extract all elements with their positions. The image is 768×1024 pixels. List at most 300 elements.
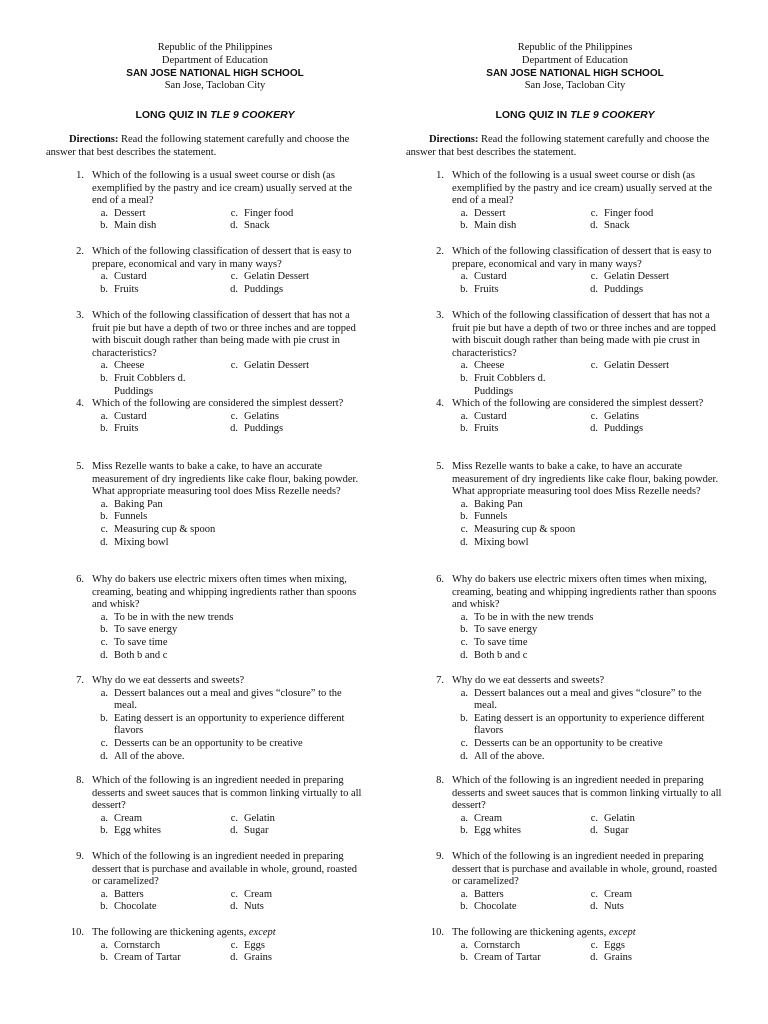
answer-option xyxy=(580,411,720,424)
option-text: To save time xyxy=(474,636,528,648)
option-text: To save energy xyxy=(474,624,538,636)
answer-options xyxy=(450,813,750,838)
option-text: To be in with the new trends xyxy=(474,611,594,623)
option-letter: d. xyxy=(230,220,238,232)
answer-option xyxy=(580,825,720,838)
question-text xyxy=(92,927,362,940)
header-address: San Jose, Tacloban City xyxy=(524,80,626,92)
question-text-body: Why do we eat desserts and sweets? xyxy=(452,675,605,686)
question-number: 2. xyxy=(436,246,444,257)
option-text: Mixing bowl xyxy=(114,536,169,548)
option-text: Batters xyxy=(114,888,144,900)
answer-option xyxy=(220,940,360,953)
answer-option xyxy=(220,360,360,373)
answer-options xyxy=(450,612,750,662)
question-item xyxy=(40,310,390,398)
answer-option xyxy=(580,423,720,436)
option-letter: c. xyxy=(100,636,108,648)
directions-label: Directions: xyxy=(429,134,479,145)
answer-option xyxy=(580,271,720,284)
option-letter: b. xyxy=(460,220,468,232)
answer-option xyxy=(450,423,580,436)
question-item xyxy=(40,398,390,436)
option-letter: d. xyxy=(590,825,598,837)
option-text: To save energy xyxy=(114,624,178,636)
question-text-body: Miss Rezelle wants to bake a cake, to have an accurate measurement of dry ingredients like cake flour, baking powder. What appropriate measuring tool does Miss Rezelle needs? xyxy=(92,461,359,498)
answer-option xyxy=(450,537,720,550)
option-letter: d. xyxy=(100,649,108,661)
option-text: Measuring cup & spoon xyxy=(114,523,216,535)
answer-option xyxy=(450,624,720,637)
answer-option xyxy=(90,423,220,436)
answer-option xyxy=(450,220,580,233)
question-item xyxy=(400,170,750,233)
option-text: All of the above. xyxy=(474,750,545,762)
header-school-name: SAN JOSE NATIONAL HIGH SCHOOL xyxy=(126,67,304,79)
answer-options xyxy=(450,889,750,914)
question-number: 4. xyxy=(76,398,84,409)
directions-text: Read the following statement carefully and choose the answer that best describes the statement. xyxy=(46,134,350,158)
question-text xyxy=(92,675,362,688)
option-text: Puddings xyxy=(604,283,644,295)
option-text: Eating dessert is an opportunity to experience different flavors xyxy=(474,712,705,737)
question-text xyxy=(452,246,722,271)
question-text xyxy=(92,310,362,360)
answer-option xyxy=(450,713,720,738)
question-item xyxy=(40,246,390,296)
question-item xyxy=(400,398,750,436)
option-text: Nuts xyxy=(244,901,264,913)
answer-option xyxy=(90,208,220,221)
answer-options xyxy=(90,411,390,436)
answer-options xyxy=(90,271,390,296)
option-text: Nuts xyxy=(604,901,624,913)
answer-option xyxy=(90,220,220,233)
directions xyxy=(406,134,736,159)
answer-option xyxy=(220,284,360,297)
option-text: Chocolate xyxy=(114,901,157,913)
option-text: Cheese xyxy=(474,360,505,372)
answer-option xyxy=(220,952,360,965)
question-text-body: Which of the following are considered the simplest dessert? xyxy=(452,398,704,409)
answer-option xyxy=(450,688,720,713)
option-text: Gelatin xyxy=(604,812,635,824)
question-number: 10. xyxy=(430,927,444,938)
header-republic: Republic of the Philippines xyxy=(157,42,273,53)
option-text: Puddings xyxy=(604,423,644,435)
option-text: Finger food xyxy=(604,207,654,219)
answer-option xyxy=(450,901,580,914)
question-number: 1. xyxy=(436,170,444,181)
option-text: Fruits xyxy=(474,423,499,435)
option-text: Gelatin Dessert xyxy=(604,271,670,283)
question-number: 6. xyxy=(436,574,444,585)
answer-option xyxy=(90,624,360,637)
quiz-title xyxy=(400,109,750,121)
option-text: Cream xyxy=(114,812,142,824)
answer-option xyxy=(90,284,220,297)
question-item xyxy=(40,775,390,838)
question-number: 3. xyxy=(76,310,84,321)
option-text: Custard xyxy=(474,271,507,283)
answer-option xyxy=(450,360,580,373)
answer-option xyxy=(90,360,220,373)
answer-option xyxy=(450,637,720,650)
option-letter: d. xyxy=(230,952,238,964)
option-letter: a. xyxy=(460,687,468,699)
option-text: All of the above. xyxy=(114,750,185,762)
question-text xyxy=(452,851,722,889)
option-letter: c. xyxy=(460,737,468,749)
answer-option xyxy=(220,423,360,436)
option-text: Dessert balances out a meal and gives “closure” to the meal. xyxy=(114,687,342,712)
option-letter: c. xyxy=(590,939,598,951)
quiz-title-subject: TLE 9 COOKERY xyxy=(210,109,295,121)
answer-option xyxy=(220,373,360,398)
option-letter: b. xyxy=(460,423,468,435)
option-letter: a. xyxy=(100,410,108,422)
option-text: Cheese xyxy=(114,360,145,372)
option-text: Funnels xyxy=(114,511,148,523)
question-text-emphasis: except xyxy=(248,927,276,938)
option-letter: c. xyxy=(230,812,238,824)
option-letter: a. xyxy=(460,360,468,372)
answer-option xyxy=(90,813,220,826)
option-text: Batters xyxy=(474,888,504,900)
option-text: Cream xyxy=(604,888,632,900)
option-letter: a. xyxy=(100,939,108,951)
question-text xyxy=(452,310,722,360)
option-text: Fruits xyxy=(474,283,499,295)
answer-options xyxy=(450,271,750,296)
option-text: Funnels xyxy=(474,511,508,523)
answer-option xyxy=(450,271,580,284)
option-letter: d. xyxy=(230,423,238,435)
answer-option xyxy=(90,688,360,713)
answer-option xyxy=(580,940,720,953)
answer-option xyxy=(90,499,360,512)
answer-option xyxy=(450,612,720,625)
question-text xyxy=(92,775,362,813)
question-item xyxy=(400,675,750,763)
option-letter: c. xyxy=(590,812,598,824)
option-text: Cornstarch xyxy=(474,939,521,951)
option-letter: a. xyxy=(460,611,468,623)
directions-text: Read the following statement carefully and choose the answer that best describes the statement. xyxy=(406,134,710,158)
option-text: Finger food xyxy=(244,207,294,219)
option-letter: c. xyxy=(230,207,238,219)
question-number: 4. xyxy=(436,398,444,409)
answer-option xyxy=(580,901,720,914)
option-letter: c. xyxy=(230,271,238,283)
question-text-body: Why do we eat desserts and sweets? xyxy=(92,675,245,686)
answer-options xyxy=(90,612,390,662)
option-letter xyxy=(580,373,604,398)
option-text: Eggs xyxy=(604,939,625,951)
option-text: Egg whites xyxy=(474,825,521,837)
option-text: Custard xyxy=(114,410,147,422)
option-text: Snack xyxy=(244,220,270,232)
question-number: 8. xyxy=(76,775,84,786)
option-letter: d. xyxy=(100,750,108,762)
answer-options xyxy=(450,940,750,965)
option-letter: a. xyxy=(460,207,468,219)
option-letter: a. xyxy=(460,812,468,824)
question-item xyxy=(40,170,390,233)
answer-option xyxy=(450,825,580,838)
answer-option xyxy=(580,284,720,297)
answer-option xyxy=(450,940,580,953)
option-letter: b. xyxy=(100,952,108,964)
answer-option xyxy=(90,889,220,902)
question-text xyxy=(452,574,722,612)
question-item xyxy=(400,310,750,398)
option-letter: a. xyxy=(100,888,108,900)
option-text: Measuring cup & spoon xyxy=(474,523,576,535)
answer-options xyxy=(90,208,390,233)
answer-options xyxy=(90,813,390,838)
option-letter: d. xyxy=(100,536,108,548)
question-number: 5. xyxy=(76,461,84,472)
option-letter: a. xyxy=(460,271,468,283)
option-letter: a. xyxy=(100,207,108,219)
option-letter: b. xyxy=(460,511,468,523)
question-text-body: The following are thickening agents, xyxy=(92,927,249,938)
option-letter: a. xyxy=(100,271,108,283)
quiz-title-subject: TLE 9 COOKERY xyxy=(570,109,655,121)
option-text: Main dish xyxy=(474,220,517,232)
answer-options xyxy=(450,360,750,398)
answer-options xyxy=(450,499,750,549)
question-text-body: Which of the following are considered the simplest dessert? xyxy=(92,398,344,409)
option-letter: b. xyxy=(460,825,468,837)
answer-options xyxy=(90,360,390,398)
question-text-emphasis: except xyxy=(608,927,636,938)
option-letter: b. xyxy=(100,901,108,913)
option-text: Puddings xyxy=(244,283,284,295)
option-letter: d. xyxy=(590,220,598,232)
option-text: Cream xyxy=(244,888,272,900)
answer-option xyxy=(220,889,360,902)
answer-option xyxy=(450,952,580,965)
header-department: Department of Education xyxy=(521,54,629,66)
answer-option xyxy=(90,637,360,650)
option-text: Desserts can be an opportunity to be creative xyxy=(474,737,663,749)
answer-options xyxy=(450,208,750,233)
option-text: Eggs xyxy=(244,939,265,951)
answer-option xyxy=(450,208,580,221)
option-letter: d. xyxy=(590,283,598,295)
answer-option xyxy=(580,360,720,373)
question-item xyxy=(400,461,750,549)
question-text-body: Which of the following is a usual sweet course or dish (as exemplified by the pastry and ice cream) usually served at the end of a meal? xyxy=(92,170,353,207)
option-text: Snack xyxy=(604,220,630,232)
option-text: Gelatin Dessert xyxy=(244,360,310,372)
option-text: Eating dessert is an opportunity to experience different flavors xyxy=(114,712,345,737)
option-text: Gelatin Dessert xyxy=(244,271,310,283)
question-text-body: Which of the following is a usual sweet course or dish (as exemplified by the pastry and ice cream) usually served at the end of a meal? xyxy=(452,170,713,207)
question-item xyxy=(40,461,390,549)
option-text: Main dish xyxy=(114,220,157,232)
question-item xyxy=(400,246,750,296)
answer-option xyxy=(220,411,360,424)
header-republic: Republic of the Philippines xyxy=(517,42,633,53)
answer-option xyxy=(450,524,720,537)
question-text xyxy=(452,775,722,813)
option-text: Gelatin Dessert xyxy=(604,360,670,372)
question-number: 9. xyxy=(436,851,444,862)
answer-option xyxy=(90,537,360,550)
option-letter: b. xyxy=(460,712,468,724)
answer-options xyxy=(90,688,390,764)
answer-option xyxy=(220,220,360,233)
option-text: Cream of Tartar xyxy=(474,952,541,964)
option-letter: d. xyxy=(230,825,238,837)
option-letter: c. xyxy=(590,410,598,422)
question-number: 6. xyxy=(76,574,84,585)
option-letter: a. xyxy=(460,888,468,900)
option-letter: b. xyxy=(100,423,108,435)
option-letter: c. xyxy=(230,410,238,422)
option-text: Gelatins xyxy=(244,410,279,422)
option-text: Fruits xyxy=(114,423,139,435)
answer-option xyxy=(580,208,720,221)
question-item xyxy=(400,851,750,914)
option-letter: a. xyxy=(100,687,108,699)
answer-option xyxy=(220,271,360,284)
option-text: Gelatin xyxy=(244,812,275,824)
question-text xyxy=(92,246,362,271)
answer-option xyxy=(220,813,360,826)
option-letter: b. xyxy=(100,624,108,636)
answer-option xyxy=(90,373,220,398)
question-text-body: Which of the following is an ingredient needed in preparing dessert that is purchase and available in whole, ground, roasted or caramelized? xyxy=(452,851,718,888)
header-address: San Jose, Tacloban City xyxy=(164,80,266,92)
option-text: Mixing bowl xyxy=(474,536,529,548)
option-letter: a. xyxy=(100,498,108,510)
question-number: 7. xyxy=(436,675,444,686)
question-text-body: Why do bakers use electric mixers often times when mixing, creaming, beating and whipping ingredients rather than spoons and whisk? xyxy=(452,574,717,611)
option-text: Custard xyxy=(474,410,507,422)
option-text: Egg whites xyxy=(114,825,161,837)
answer-option xyxy=(450,650,720,663)
option-letter: d. xyxy=(590,952,598,964)
option-text: To save time xyxy=(114,636,168,648)
answer-option xyxy=(450,738,720,751)
question-text xyxy=(92,851,362,889)
option-letter: c. xyxy=(460,523,468,535)
option-letter: c. xyxy=(230,888,238,900)
question-text xyxy=(92,170,362,208)
question-text xyxy=(92,461,362,499)
question-text-body: Which of the following classification of dessert that is easy to prepare, economical and vary in many ways? xyxy=(92,246,352,270)
option-text: Both b and c xyxy=(114,649,168,661)
answer-option xyxy=(90,952,220,965)
question-text xyxy=(452,461,722,499)
question-number: 5. xyxy=(436,461,444,472)
answer-option xyxy=(220,208,360,221)
option-letter: c. xyxy=(100,523,108,535)
option-text: Cornstarch xyxy=(114,939,161,951)
option-text xyxy=(604,373,720,398)
option-text: Dessert xyxy=(474,207,506,219)
answer-option xyxy=(90,411,220,424)
question-item xyxy=(400,574,750,662)
question-item xyxy=(40,927,390,965)
option-letter: d. xyxy=(460,649,468,661)
answer-option xyxy=(450,499,720,512)
question-number: 10. xyxy=(70,927,84,938)
question-text-body: Which of the following classification of dessert that has not a fruit pie but have a depth of two or three inches and are topped with biscuit dough rather than being made with pie crust in characteristics? xyxy=(92,310,356,359)
question-text xyxy=(92,398,362,411)
option-text: Dessert xyxy=(114,207,146,219)
option-text: Puddings xyxy=(244,423,284,435)
answer-option xyxy=(580,220,720,233)
quiz-title xyxy=(40,109,390,121)
option-letter: b. xyxy=(100,283,108,295)
option-text: Sugar xyxy=(604,825,629,837)
option-text: Grains xyxy=(244,952,272,964)
quiz-title-prefix: LONG QUIZ IN xyxy=(495,109,571,121)
option-letter: c. xyxy=(230,360,238,372)
option-text: Sugar xyxy=(244,825,269,837)
option-letter: c. xyxy=(590,888,598,900)
option-letter: a. xyxy=(460,939,468,951)
option-letter: b. xyxy=(100,712,108,724)
option-letter: b. xyxy=(460,624,468,636)
answer-option xyxy=(580,952,720,965)
option-letter: c. xyxy=(590,360,598,372)
header-department: Department of Education xyxy=(161,54,269,66)
answer-option xyxy=(90,825,220,838)
answer-option xyxy=(220,825,360,838)
option-letter: d. xyxy=(590,901,598,913)
option-text: Chocolate xyxy=(474,901,517,913)
answer-option xyxy=(450,373,580,398)
answer-options xyxy=(90,499,390,549)
question-number: 1. xyxy=(76,170,84,181)
question-text-body: The following are thickening agents, xyxy=(452,927,609,938)
question-text xyxy=(452,675,722,688)
option-letter: c. xyxy=(460,636,468,648)
question-item xyxy=(40,574,390,662)
option-letter: d. xyxy=(230,283,238,295)
option-text: Custard xyxy=(114,271,147,283)
question-text-body: Why do bakers use electric mixers often times when mixing, creaming, beating and whipping ingredients rather than spoons and whisk? xyxy=(92,574,357,611)
question-text-body: Which of the following classification of dessert that has not a fruit pie but have a depth of two or three inches and are topped with biscuit dough rather than being made with pie crust in characteristics? xyxy=(452,310,716,359)
answer-option xyxy=(90,940,220,953)
option-text: Grains xyxy=(604,952,632,964)
option-letter: a. xyxy=(100,611,108,623)
question-number: 8. xyxy=(436,775,444,786)
option-letter: d. xyxy=(460,536,468,548)
question-text-body: Which of the following is an ingredient needed in preparing dessert that is purchase and available in whole, ground, roasted or caramelized? xyxy=(92,851,358,888)
question-item xyxy=(40,675,390,763)
option-letter: b. xyxy=(460,283,468,295)
option-text: Baking Pan xyxy=(474,498,523,510)
question-text xyxy=(452,398,722,411)
option-letter: b. xyxy=(100,825,108,837)
question-item xyxy=(40,851,390,914)
question-text xyxy=(452,170,722,208)
answer-options xyxy=(450,411,750,436)
option-text xyxy=(244,373,360,398)
option-text: Desserts can be an opportunity to be creative xyxy=(114,737,303,749)
option-text: Fruit Cobblers d. Puddings xyxy=(114,372,186,397)
document-header xyxy=(40,42,390,93)
option-letter: b. xyxy=(460,372,468,384)
option-text: Both b and c xyxy=(474,649,528,661)
